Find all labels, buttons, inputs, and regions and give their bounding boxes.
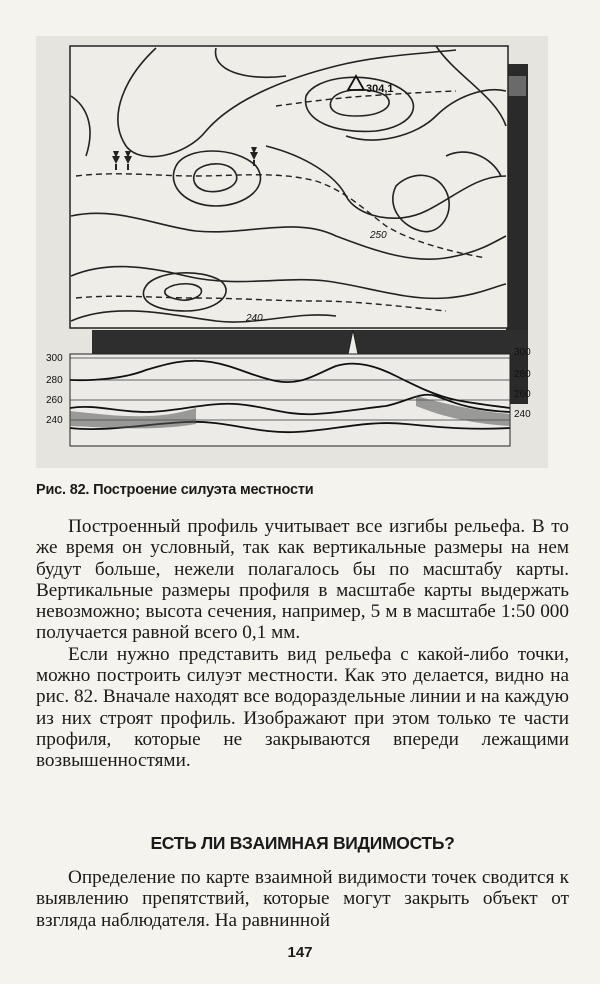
profile-axis-right-240: 240 (514, 409, 531, 420)
dark-band (92, 330, 528, 354)
profile-axis-left-260: 260 (46, 395, 63, 406)
body-text-block-2 (36, 867, 569, 931)
figure-caption: Рис. 82. Построение силуэта местности (36, 482, 314, 498)
contour-map (70, 46, 508, 328)
page-number: 147 (287, 944, 313, 961)
figure-82 (36, 36, 548, 468)
body-text-block (36, 516, 569, 772)
paragraph-2: Если нужно представить вид рельефа с какой-либо точки, можно построить силуэт местности. Как это делается, видно на рис. 82. Вначале находят все водораздельные линии и на каждую из них строят профиль. Изображают при этом только те части профиля, которые не закрываются впереди лежащими возвышенностями. (36, 643, 569, 772)
profile-axis-left-300: 300 (46, 353, 63, 364)
profile-axis-right-300: 300 (514, 347, 531, 358)
section-heading: ЕСТЬ ЛИ ВЗАИМНАЯ ВИДИМОСТЬ? (150, 833, 455, 853)
paragraph-1: Построенный профиль учитывает все изгибы рельефа. В то же время он условный, так как вертикальные размеры на нем будут больше, нежели полагалось бы по масштабу карты. Вертикальные размеры профиля в масштабе карты выдержать невозможно; высота сечения, например, 5 м в масштабе 1:50 000 получается равной всего 0,1 мм. (36, 516, 569, 644)
contour-label-250: 250 (370, 230, 387, 241)
contour-label-240: 240 (246, 313, 263, 324)
paragraph-3: Определение по карте взаимной видимости точек сводится к выявлению препятствий, которые могут закрыть объект от взгляда наблюдателя. На равнинной (36, 867, 569, 931)
profile-axis-left-240: 240 (46, 415, 63, 426)
terrain-map-and-profile (36, 36, 548, 468)
summit-label: 304,1 (366, 83, 394, 95)
profile-axis-right-280: 280 (514, 369, 531, 380)
profile-axis-right-260: 260 (514, 389, 531, 400)
profile-axis-left-280: 280 (46, 375, 63, 386)
